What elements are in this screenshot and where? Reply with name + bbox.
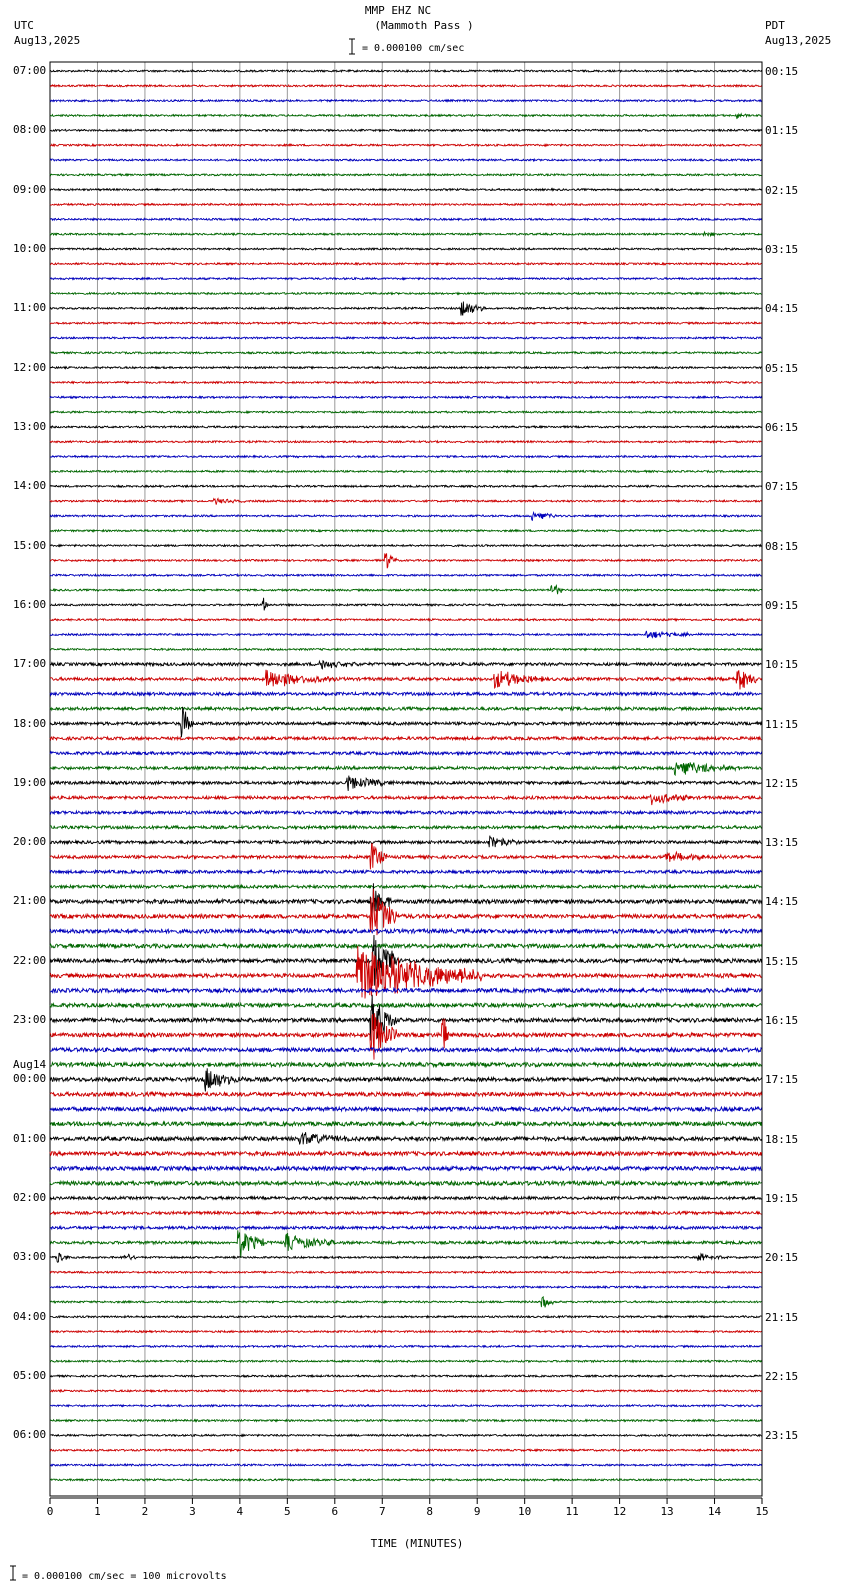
trace-9 [50, 204, 762, 206]
trace-29 [50, 499, 762, 505]
x-tick-label: 7 [378, 1505, 386, 1518]
trace-50 [50, 811, 762, 814]
utc-hour-label: 06:00 [13, 1428, 47, 1442]
trace-67 [50, 1063, 762, 1067]
utc-hour-label: 05:00 [13, 1369, 47, 1383]
trace-3 [50, 114, 762, 119]
trace-24 [50, 426, 762, 428]
trace-33 [50, 553, 762, 568]
footer-scale-bar-icon [10, 1566, 16, 1580]
trace-68 [50, 1068, 762, 1091]
trace-47 [50, 762, 762, 775]
trace-62 [50, 989, 762, 993]
trace-19 [50, 352, 762, 354]
pdt-hour-label: 23:15 [765, 1429, 799, 1443]
utc-hour-label: 20:00 [13, 835, 47, 849]
utc-hour-label: 03:00 [13, 1250, 47, 1264]
utc-hour-label: 17:00 [13, 657, 47, 671]
utc-hour-label: 04:00 [13, 1309, 47, 1323]
x-tick-label: 5 [284, 1505, 291, 1518]
trace-82 [50, 1286, 762, 1288]
x-tick-label: 10 [518, 1505, 532, 1518]
trace-85 [50, 1331, 762, 1333]
trace-89 [50, 1390, 762, 1392]
left-date: Aug13,2025 [14, 34, 81, 47]
trace-46 [50, 752, 762, 755]
trace-26 [50, 456, 762, 458]
pdt-hour-label: 15:15 [765, 954, 799, 968]
trace-75 [50, 1181, 762, 1185]
trace-93 [50, 1449, 762, 1451]
utc-hour-label: 13:00 [13, 419, 47, 433]
trace-2 [50, 100, 762, 102]
utc-hour-label: 15:00 [13, 538, 47, 552]
trace-23 [50, 411, 762, 413]
pdt-hour-label: 03:15 [765, 242, 799, 256]
plot-frame [50, 62, 762, 1496]
trace-15 [50, 293, 762, 295]
x-tick-label: 12 [612, 1505, 627, 1518]
pdt-hour-label: 08:15 [765, 539, 799, 553]
x-tick-label: 3 [189, 1505, 196, 1518]
pdt-hour-label: 00:15 [765, 65, 799, 78]
x-tick-label: 15 [755, 1505, 769, 1518]
pdt-hour-label: 06:15 [765, 420, 799, 434]
pdt-hour-label: 22:15 [765, 1370, 799, 1384]
trace-4 [50, 129, 762, 131]
trace-42 [50, 692, 762, 695]
utc-hour-label: 10:00 [13, 241, 47, 255]
utc-hour-label: 00:00 [13, 1072, 47, 1086]
trace-71 [50, 1122, 762, 1126]
x-tick-label: 0 [46, 1505, 54, 1518]
trace-83 [50, 1297, 762, 1308]
trace-1 [50, 85, 762, 87]
pdt-hour-label: 11:15 [765, 717, 799, 731]
x-axis-label: TIME (MINUTES) [370, 1537, 464, 1550]
trace-84 [50, 1316, 762, 1318]
x-tick-label: 4 [236, 1505, 244, 1518]
trace-14 [50, 278, 762, 280]
trace-37 [50, 619, 762, 621]
utc-hour-label: 16:00 [13, 597, 47, 611]
left-timezone: UTC [14, 19, 34, 32]
pdt-hour-label: 10:15 [765, 658, 799, 672]
utc-hour-label: 07:00 [13, 64, 47, 77]
trace-0 [50, 70, 762, 72]
utc-hour-label: 18:00 [13, 716, 47, 730]
utc-hour-label: 19:00 [13, 775, 47, 789]
station-location: (Mammoth Pass ) [374, 19, 474, 32]
trace-74 [50, 1166, 762, 1170]
pdt-hour-label: 20:15 [765, 1251, 799, 1265]
trace-34 [50, 574, 762, 576]
trace-10 [50, 218, 762, 220]
trace-81 [50, 1271, 762, 1273]
minute-grid [50, 62, 762, 1496]
trace-88 [50, 1375, 762, 1377]
trace-72 [50, 1132, 762, 1144]
x-tick-label: 1 [94, 1505, 101, 1518]
utc-hour-label: 23:00 [13, 1013, 47, 1027]
trace-38 [50, 631, 762, 638]
trace-77 [50, 1212, 762, 1215]
trace-79 [50, 1230, 762, 1258]
trace-66 [50, 1048, 762, 1052]
trace-17 [50, 322, 762, 324]
pdt-hour-label: 01:15 [765, 124, 799, 138]
x-tick-label: 13 [660, 1505, 674, 1518]
scale-bar-icon [349, 39, 355, 54]
utc-hour-label: 22:00 [13, 953, 47, 967]
pdt-hour-label: 13:15 [765, 836, 799, 850]
trace-30 [50, 513, 762, 521]
utc-hour-label: 11:00 [13, 301, 47, 315]
trace-63 [50, 1003, 762, 1007]
scale-label: = 0.000100 cm/sec [362, 43, 465, 54]
utc-hour-label: 21:00 [13, 894, 47, 908]
trace-73 [50, 1152, 762, 1156]
pdt-hour-label: 12:15 [765, 776, 799, 790]
trace-69 [50, 1092, 762, 1096]
pdt-hour-label: 19:15 [765, 1192, 799, 1206]
trace-91 [50, 1420, 762, 1422]
trace-55 [50, 885, 762, 888]
seismic-traces [50, 70, 762, 1481]
utc-hour-label: 08:00 [13, 123, 47, 137]
trace-12 [50, 248, 762, 250]
pdt-hour-label: 16:15 [765, 1014, 799, 1028]
trace-35 [50, 585, 762, 594]
trace-44 [50, 707, 762, 737]
trace-31 [50, 530, 762, 532]
date-change-label: Aug14 [13, 1058, 47, 1072]
trace-58 [50, 929, 762, 933]
trace-7 [50, 174, 762, 176]
trace-21 [50, 382, 762, 384]
pdt-hour-label: 14:15 [765, 895, 799, 909]
pdt-hour-label: 04:15 [765, 302, 799, 316]
trace-36 [50, 598, 762, 611]
trace-80 [50, 1253, 762, 1262]
pdt-hour-label: 09:15 [765, 598, 799, 612]
station-title: MMP EHZ NC [364, 4, 432, 17]
trace-87 [50, 1360, 762, 1362]
trace-43 [50, 707, 762, 710]
trace-54 [50, 870, 762, 873]
trace-22 [50, 396, 762, 398]
utc-hour-label: 01:00 [13, 1131, 47, 1145]
trace-64 [50, 995, 762, 1041]
trace-59 [50, 944, 762, 948]
trace-40 [50, 661, 762, 669]
trace-76 [50, 1197, 762, 1200]
x-tick-label: 9 [473, 1505, 481, 1518]
trace-20 [50, 367, 762, 369]
trace-5 [50, 144, 762, 146]
trace-39 [50, 649, 762, 651]
trace-27 [50, 471, 762, 473]
trace-48 [50, 776, 762, 791]
pdt-hour-label: 02:15 [765, 183, 799, 197]
trace-41 [50, 670, 762, 690]
trace-86 [50, 1346, 762, 1348]
trace-25 [50, 441, 762, 443]
trace-92 [50, 1435, 762, 1437]
trace-8 [50, 189, 762, 191]
trace-13 [50, 263, 762, 265]
trace-52 [50, 836, 762, 848]
trace-28 [50, 485, 762, 487]
trace-56 [50, 883, 762, 916]
right-date: Aug13,2025 [765, 34, 832, 47]
x-tick-label: 14 [707, 1505, 722, 1518]
trace-57 [50, 889, 762, 935]
trace-18 [50, 337, 762, 339]
trace-11 [50, 232, 762, 236]
right-timezone: PDT [765, 19, 785, 32]
utc-hour-label: 14:00 [13, 479, 47, 493]
trace-6 [50, 159, 762, 161]
trace-51 [50, 826, 762, 829]
x-tick-label: 2 [141, 1505, 149, 1518]
trace-90 [50, 1405, 762, 1407]
time-axis [50, 1498, 762, 1504]
footer-scale-note: = 0.000100 cm/sec = 100 microvolts [22, 1571, 227, 1582]
utc-hour-label: 02:00 [13, 1191, 47, 1205]
x-tick-label: 11 [565, 1505, 579, 1518]
trace-49 [50, 794, 762, 805]
trace-94 [50, 1464, 762, 1466]
trace-70 [50, 1107, 762, 1111]
pdt-hour-label: 18:15 [765, 1132, 799, 1146]
trace-45 [50, 737, 762, 740]
trace-78 [50, 1226, 762, 1229]
x-tick-label: 6 [331, 1505, 339, 1518]
pdt-hour-label: 17:15 [765, 1073, 799, 1087]
trace-53 [50, 844, 762, 870]
trace-16 [50, 302, 762, 316]
x-tick-label: 8 [426, 1505, 434, 1518]
utc-hour-label: 12:00 [13, 360, 47, 374]
pdt-hour-label: 05:15 [765, 361, 799, 375]
utc-hour-label: 09:00 [13, 182, 47, 196]
pdt-hour-label: 21:15 [765, 1310, 799, 1324]
trace-95 [50, 1479, 762, 1481]
trace-32 [50, 545, 762, 547]
pdt-hour-label: 07:15 [765, 480, 799, 494]
